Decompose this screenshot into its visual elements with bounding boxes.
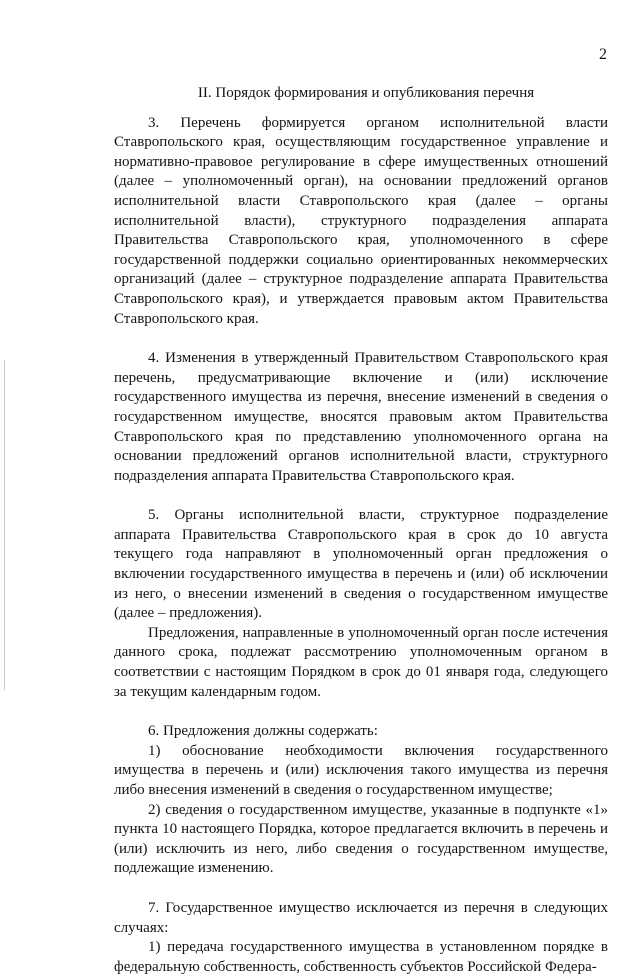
paragraph-7-item-1: 1) передача государственного имущества в установленном порядке в федеральную собственность, собственность субъектов Российской Федера- xyxy=(114,939,608,975)
page-number: 2 xyxy=(599,46,607,63)
paragraph-3: 3. Перечень формируется органом исполнительной власти Ставропольского края, осуществляющим государственное управление и нормативно-правовое регулирование в сфере имущественных отношений (далее – уполномоченный орган), на основании предложений органов исполнительной власти Ставропольского края (далее – органы исполнительной власти), структурного подразделения аппарата Правительства Ставропольского края, уполномоченного в сфере государственной поддержки социально ориентированных некоммерческих организаций (далее – структурное подразделение аппарата Правительства Ставропольского края), и утверждается правовым актом Правительства Ставропольского края. xyxy=(114,114,608,327)
paragraph-6-item-2: 2) сведения о государственном имуществе, указанные в подпункте «1» пункта 10 настоящего Порядка, которое предлагается включить в перечень и (или) исключить из него, либо сведения о государственном имуществе, подлежащие изменению. xyxy=(114,801,608,877)
paragraph-5: 5. Органы исполнительной власти, структурное подразделение аппарата Правительства Ставропольского края в срок до 10 августа текущего года направляют в уполномоченный орган предложения о включении государственного имущества в перечень и (или) об исключении из него, о внесении изменений в сведения о государственном имуществе (далее – предложения). xyxy=(114,507,608,622)
scan-margin-line xyxy=(4,360,5,690)
paragraph-6: 6. Предложения должны содержать: xyxy=(148,723,378,740)
section-title: II. Порядок формирования и опубликования перечня xyxy=(197,85,535,101)
document-body xyxy=(114,84,608,977)
paragraph-6-item-1: 1) обоснование необходимости включения государственного имущества в перечень и (или) исключения такого имущества из перечня либо внесения изменений в сведения о государственном имуществе; xyxy=(114,742,608,798)
paragraph-7: 7. Государственное имущество исключается из перечня в следующих случаях: xyxy=(114,899,608,936)
paragraph-5-continuation: Предложения, направленные в уполномоченный орган после истечения данного срока, подлежат рассмотрению уполномоченным органом в соответствии с настоящим Порядком в срок до 01 января года, следующего за текущим календарным годом. xyxy=(114,624,608,700)
paragraph-4: 4. Изменения в утвержденный Правительством Ставропольского края перечень, предусматривающие включение и (или) исключение государственного имущества из перечня, внесение изменений в сведения о государственном имуществе, вносятся правовым актом Правительства Ставропольского края по представлению уполномоченного органа на основании предложений органов исполнительной власти, структурного подразделения аппарата Правительства Ставропольского края. xyxy=(114,350,608,484)
